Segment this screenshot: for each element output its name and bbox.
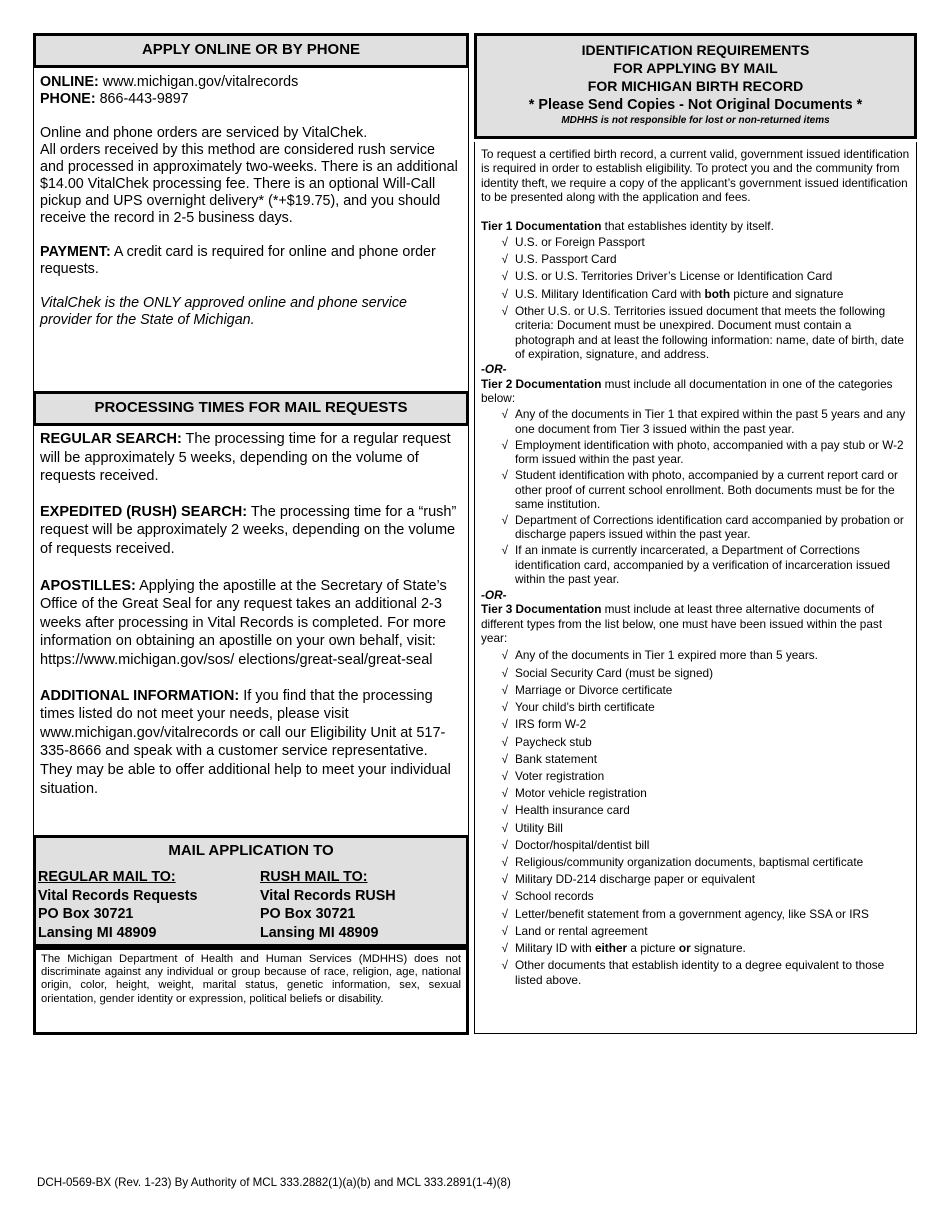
tier3-item: Religious/community organization documents, baptismal certificate: [515, 854, 864, 869]
right-column: [474, 33, 917, 1034]
copies-notice: * Please Send Copies - Not Original Documents *: [528, 97, 863, 113]
tier3-item: Paycheck stub: [515, 734, 592, 749]
tier2-item: Student identification with photo, accompanied by a current report card or other proof of current school enrollment. Both documents must be for the same institution.: [515, 468, 898, 511]
or-separator: -OR-: [481, 362, 507, 377]
tier3-item: Motor vehicle registration: [515, 786, 647, 801]
list-item: [481, 407, 910, 436]
check-icon: √: [501, 958, 508, 973]
or-separator: -OR-: [481, 587, 507, 602]
tier2-item: Department of Corrections identification card accompanied by probation or discharge papers issued within the past year.: [515, 512, 904, 542]
rush-mail-line: Lansing MI 48909: [260, 924, 379, 941]
tier3-item: Voter registration: [515, 768, 605, 783]
list-item: [481, 235, 910, 249]
check-icon: √: [501, 906, 508, 921]
tier3-item: Bank statement: [515, 751, 597, 766]
tier1-label: Tier 1 Documentation: [481, 218, 602, 233]
list-item: [481, 513, 910, 542]
rush-mail-address: [260, 868, 396, 942]
processing-section: [33, 426, 469, 835]
list-item: [481, 786, 910, 800]
check-icon: √: [501, 252, 508, 267]
payment-label: PAYMENT:: [40, 244, 111, 260]
check-icon: √: [501, 543, 508, 558]
tier2-label: Tier 2 Documentation: [481, 376, 602, 391]
mail-header: MAIL APPLICATION TO: [168, 842, 334, 859]
tier2-item: If an inmate is currently incarcerated, a Department of Corrections identification card, accompanied by a verification of incarceration issued within the past year.: [515, 543, 891, 586]
tier3-text: must include at least three alternative documents of different types from the list below, one must have been issued within the past year:: [481, 602, 883, 646]
list-item: [481, 683, 910, 697]
id-intro: To request a certified birth record, a current valid, government issued identification is required in order to establish eligibility. To protect you and the community from identity theft, we require a copy of the applicant’s government issued identification to be presented along with the application and fees.: [481, 147, 910, 205]
tier3-label: Tier 3 Documentation: [481, 602, 602, 617]
apply-section: [33, 68, 469, 391]
regular-mail-line: Vital Records Requests: [38, 887, 198, 904]
liability-note: MDHHS is not responsible for lost or non-returned items: [561, 115, 830, 126]
tier3-item: Other documents that establish identity to a degree equivalent to those listed above.: [515, 958, 885, 987]
tier3-item: School records: [515, 889, 594, 904]
check-icon: √: [501, 648, 508, 663]
list-item: [481, 821, 910, 835]
check-icon: √: [501, 923, 508, 938]
check-icon: √: [501, 837, 508, 852]
check-icon: √: [501, 303, 508, 318]
tier3-item: Utility Bill: [515, 820, 563, 835]
expedited-search-text: The processing time for a “rush” request will be approximately 2 weeks, depending on the volume of requests received.: [40, 503, 457, 557]
tier3-list: [481, 648, 910, 986]
check-icon: √: [501, 512, 508, 527]
tier3-item: Any of the documents in Tier 1 expired more than 5 years.: [515, 648, 818, 663]
id-title-1: IDENTIFICATION REQUIREMENTS: [581, 42, 810, 58]
tier3-item: Marriage or Divorce certificate: [515, 682, 673, 697]
tier3-item: Social Security Card (must be signed): [515, 665, 714, 680]
list-item: [481, 648, 910, 662]
rush-mail-label: RUSH MAIL TO:: [260, 869, 368, 885]
regular-mail-label: REGULAR MAIL TO:: [38, 869, 176, 885]
tier3-item: Military DD-214 discharge paper or equivalent: [515, 872, 755, 887]
check-icon: √: [501, 751, 508, 766]
tier1-list: [481, 235, 910, 361]
list-item: [481, 855, 910, 869]
tier2-list: [481, 407, 910, 586]
rush-mail-line: Vital Records RUSH: [260, 887, 396, 904]
rush-mail-line: PO Box 30721: [260, 906, 356, 922]
check-icon: √: [501, 682, 508, 697]
tier1-text: that establishes identity by itself.: [601, 218, 774, 233]
list-item: [481, 941, 910, 955]
list-item: [481, 889, 910, 903]
list-item: [481, 735, 910, 749]
check-icon: √: [501, 872, 508, 887]
check-icon: √: [501, 286, 508, 301]
check-icon: √: [501, 734, 508, 749]
list-item: [481, 838, 910, 852]
tier3-item: Health insurance card: [515, 803, 630, 818]
regular-mail-line: Lansing MI 48909: [38, 924, 157, 941]
list-item: [481, 543, 910, 586]
check-icon: √: [501, 889, 508, 904]
list-item: [481, 700, 910, 714]
tier2-item: Employment identification with photo, accompanied with a pay stub or W-2 form issued within the past year.: [515, 437, 904, 467]
rush-service-text: All orders received by this method are considered rush service and processed in approximately two-weeks. There is an additional $14.00 VitalChek processing fee. There is an optional Will-Call pickup and UPS overnight delivery* (*+$19.75), and you should receive the record in 2-5 business days.: [40, 142, 458, 226]
regular-search-label: REGULAR SEARCH:: [40, 431, 182, 447]
list-item: [481, 872, 910, 886]
tier1-item: Other U.S. or U.S. Territories issued document that meets the following criteria: Document must be unexpired. Document must contain a photograph and at least the following information: name, date of birth, date of expiration, signature, and address.: [515, 303, 904, 362]
list-item: [481, 769, 910, 783]
check-icon: √: [501, 854, 508, 869]
list-item: [481, 924, 910, 938]
left-column: [33, 33, 469, 1035]
check-icon: √: [501, 269, 508, 284]
check-icon: √: [501, 235, 508, 250]
id-title-3: FOR MICHIGAN BIRTH RECORD: [587, 78, 804, 94]
list-item: [481, 468, 910, 511]
check-icon: √: [501, 820, 508, 835]
apostilles-label: APOSTILLES:: [40, 577, 136, 594]
additional-info-text: If you find that the processing times listed do not meet your needs, please visit www.michigan.gov/vitalrecords or call our Eligibility Unit at 517-335-8666 and speak with a customer service representative. They may be able to offer additional help to meet your individual situation.: [40, 687, 451, 797]
online-url: www.michigan.gov/vitalrecords: [102, 74, 299, 90]
id-title-2: FOR APPLYING BY MAIL: [613, 60, 778, 76]
form-footer: DCH-0569-BX (Rev. 1-23) By Authority of MCL 333.2882(1)(a)(b) and MCL 333.2891(1-4)(8): [37, 1176, 511, 1189]
check-icon: √: [501, 768, 508, 783]
tier1-item: U.S. or Foreign Passport: [515, 235, 645, 250]
tier2-item: Any of the documents in Tier 1 that expired within the past 5 years and any one document from Tier 3 issued within the past year.: [515, 407, 906, 436]
apply-header: APPLY ONLINE OR BY PHONE: [33, 33, 469, 68]
list-item: [481, 269, 910, 283]
tier3-item: Your child’s birth certificate: [515, 700, 655, 715]
check-icon: √: [501, 803, 508, 818]
regular-mail-address: [38, 868, 260, 942]
vitalchek-note: VitalChek is the ONLY approved online and phone service provider for the State of Michigan.: [40, 295, 407, 328]
expedited-search-label: EXPEDITED (RUSH) SEARCH:: [40, 503, 248, 520]
phone-label: PHONE:: [40, 91, 96, 107]
tier3-item: Letter/benefit statement from a government agency, like SSA or IRS: [515, 906, 869, 921]
list-item: [481, 252, 910, 266]
phone-number: 866-443-9897: [99, 91, 189, 107]
check-icon: √: [501, 665, 508, 680]
check-icon: √: [501, 700, 508, 715]
list-item: [481, 717, 910, 731]
tier3-item: IRS form W-2: [515, 717, 587, 732]
check-icon: √: [501, 786, 508, 801]
mail-section: [33, 835, 469, 947]
tier3-item: Military ID with either a picture or signature.: [515, 940, 746, 955]
tier3-item: Doctor/hospital/dentist bill: [515, 837, 650, 852]
id-requirements-body: [474, 142, 917, 1034]
list-item: [481, 958, 910, 987]
additional-info-label: ADDITIONAL INFORMATION:: [40, 687, 240, 704]
tier2-text: must include all documentation in one of the categories below:: [481, 376, 893, 406]
check-icon: √: [501, 468, 508, 483]
list-item: [481, 666, 910, 680]
regular-search-text: The processing time for a regular request will be approximately 5 weeks, depending on the volume of requests received.: [40, 431, 451, 485]
check-icon: √: [501, 717, 508, 732]
check-icon: √: [501, 940, 508, 955]
list-item: [481, 752, 910, 766]
list-item: [481, 287, 910, 301]
vitalchek-intro: Online and phone orders are serviced by VitalChek.: [40, 125, 368, 141]
check-icon: √: [501, 407, 508, 422]
list-item: [481, 304, 910, 362]
list-item: [481, 438, 910, 467]
apostilles-text: Applying the apostille at the Secretary of State’s Office of the Great Seal for any request takes an additional 2-3 weeks after processing in Vital Records is completed. For more information on obtaining an apostille on your own behalf, visit: https://www.michigan.gov/sos/ elections/great-seal/great-seal: [40, 577, 447, 668]
regular-mail-line: PO Box 30721: [38, 906, 134, 922]
check-icon: √: [501, 437, 508, 452]
tier3-item: Land or rental agreement: [515, 923, 648, 938]
tier1-item: U.S. Passport Card: [515, 252, 617, 267]
nondiscrimination-notice: The Michigan Department of Health and Human Services (MDHHS) does not discriminate against any individual or group because of race, religion, age, national origin, color, height, weight, marital status, genetic information, sex, sexual orientation, gender identity or expression, political beliefs or disability.: [33, 947, 469, 1035]
payment-text: A credit card is required for online and phone order requests.: [40, 244, 436, 277]
processing-header: PROCESSING TIMES FOR MAIL REQUESTS: [33, 391, 469, 426]
tier1-item: U.S. or U.S. Territories Driver’s License or Identification Card: [515, 269, 833, 284]
list-item: [481, 803, 910, 817]
online-label: ONLINE:: [40, 74, 99, 90]
id-requirements-header: [474, 33, 917, 139]
tier1-item: U.S. Military Identification Card with both picture and signature: [515, 286, 844, 301]
list-item: [481, 907, 910, 921]
